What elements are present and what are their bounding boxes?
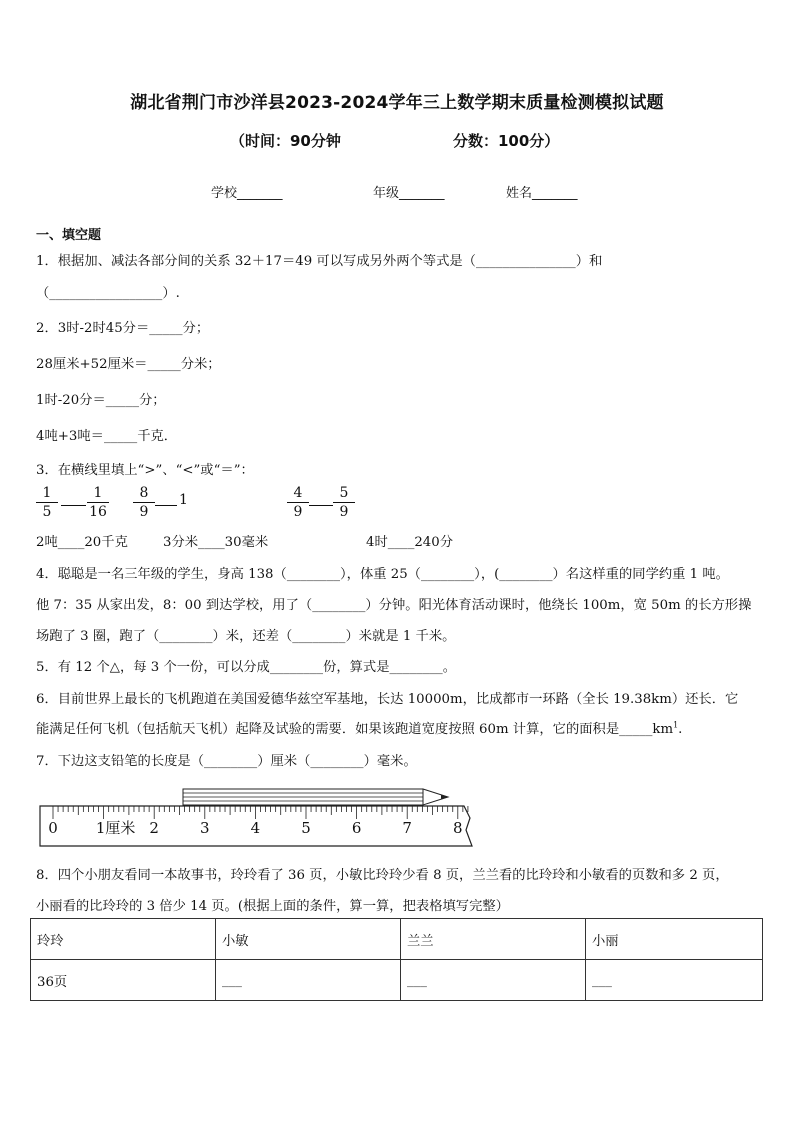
fraction-8-9: $\frac{8}{9}$ bbox=[133, 484, 155, 521]
answer-blank[interactable] bbox=[61, 505, 86, 506]
question-6-line-1: 6．目前世界上最长的飞机跑道在美国爱德华兹空军基地，长达 10000m，比成都市一环路（全长 19.38km）还长．它 bbox=[36, 692, 739, 707]
exam-score: 分数：100分） bbox=[453, 132, 560, 150]
table-row bbox=[31, 919, 763, 960]
question-6-line-2 bbox=[36, 718, 682, 737]
table-cell-answer[interactable]: ___ bbox=[216, 960, 401, 1001]
ruler-label: 8 bbox=[453, 819, 463, 837]
name-field[interactable]: 姓名_______ bbox=[506, 186, 578, 201]
question-4-line-1: 4．聪聪是一名三年级的学生，身高 138（________），体重 25（________），(________）名这样重的同学约重 1 吨。 bbox=[36, 567, 729, 582]
question-7: 7．下边这支铅笔的长度是（________）厘米（________）毫米。 bbox=[36, 754, 417, 769]
question-1-line-2: （_________________）. bbox=[36, 286, 180, 301]
pencil-icon bbox=[183, 789, 448, 805]
fraction-4-9: $\frac{4}{9}$ bbox=[287, 484, 309, 521]
school-field[interactable]: 学校_______ bbox=[211, 186, 283, 201]
question-2-d: 4吨+3吨＝_____千克． bbox=[36, 429, 178, 444]
question-6-line-2-text: 能满足任何飞机（包括航天飞机）起降及试验的需要．如果该跑道宽度按照 60m 计算，它的面积是_____km bbox=[36, 722, 674, 737]
answer-blank[interactable] bbox=[309, 505, 333, 506]
table-cell-answer[interactable]: ___ bbox=[586, 960, 763, 1001]
question-1-line-1: 1．根据加、减法各部分间的关系 32＋17＝49 可以写成另外两个等式是（_______________）和 bbox=[36, 254, 603, 269]
ruler-label: 1厘米 bbox=[95, 819, 136, 837]
ruler-label: 4 bbox=[250, 819, 261, 837]
ruler-label: 5 bbox=[301, 819, 311, 837]
table-header-cell: 玲玲 bbox=[31, 919, 216, 960]
question-4-line-2: 他 7：35 从家出发，8：00 到达学校，用了（________）分钟。阳光体育活动课时，他绕长 100m，宽 50m 的长方形操 bbox=[36, 598, 752, 613]
question-8-line-1: 8．四个小朋友看同一本故事书，玲玲看了 36 页，小敏比玲玲少看 8 页，兰兰看的比玲玲和小敏看的页数和多 2 页， bbox=[36, 868, 729, 883]
pages-table bbox=[30, 918, 763, 1001]
question-8-line-2: 小丽看的比玲玲的 3 倍少 14 页。(根据上面的条件，算一算，把表格填写完整） bbox=[36, 899, 509, 914]
table-header-cell: 小敏 bbox=[216, 919, 401, 960]
fraction-1-16: $\frac{1}{16}$ bbox=[87, 484, 109, 521]
section-heading-fill-blank: 一、填空题 bbox=[36, 228, 102, 243]
table-row bbox=[31, 960, 763, 1001]
question-3-row2-a: 2吨____20千克 bbox=[36, 535, 128, 550]
question-4-line-3: 场跑了 3 圈，跑了（________）米，还差（________）米就是 1 千米。 bbox=[36, 629, 456, 644]
question-5: 5．有 12 个△，每 3 个一份，可以分成________份，算式是________。 bbox=[36, 660, 456, 675]
table-cell: 36页 bbox=[31, 960, 216, 1001]
superscript: 1 bbox=[673, 720, 679, 730]
question-2-b: 28厘米+52厘米＝_____分米； bbox=[36, 357, 221, 372]
answer-blank[interactable] bbox=[155, 505, 177, 506]
exam-time: （时间：90分钟 bbox=[230, 132, 341, 150]
question-6-end: . bbox=[678, 722, 683, 737]
table-cell-answer[interactable]: ___ bbox=[401, 960, 586, 1001]
question-2-a: 2．3时-2时45分＝_____分； bbox=[36, 321, 210, 336]
fraction-1-5: $\frac{1}{5}$ bbox=[36, 484, 58, 521]
ruler-label: 7 bbox=[402, 819, 412, 837]
table-header-cell: 小丽 bbox=[586, 919, 763, 960]
question-2-c: 1时-20分＝_____分； bbox=[36, 393, 166, 408]
ruler-label: 3 bbox=[200, 819, 210, 837]
question-3-row2-c: 4时____240分 bbox=[366, 535, 454, 550]
page-title: 湖北省荆门市沙洋县2023-2024学年三上数学期末质量检测模拟试题 bbox=[130, 93, 664, 113]
number-one: 1 bbox=[179, 492, 188, 508]
ruler-label: 2 bbox=[149, 819, 159, 837]
table-header-cell: 兰兰 bbox=[401, 919, 586, 960]
question-3-intro: 3．在横线里填上“>”、“<”或“＝”： bbox=[36, 463, 254, 478]
ruler-label: 6 bbox=[351, 819, 362, 837]
ruler-label: 0 bbox=[48, 819, 58, 837]
fraction-5-9: $\frac{5}{9}$ bbox=[333, 484, 355, 521]
ruler-with-pencil bbox=[36, 784, 481, 850]
grade-field[interactable]: 年级_______ bbox=[373, 186, 445, 201]
question-3-row2-b: 3分米____30毫米 bbox=[163, 535, 269, 550]
